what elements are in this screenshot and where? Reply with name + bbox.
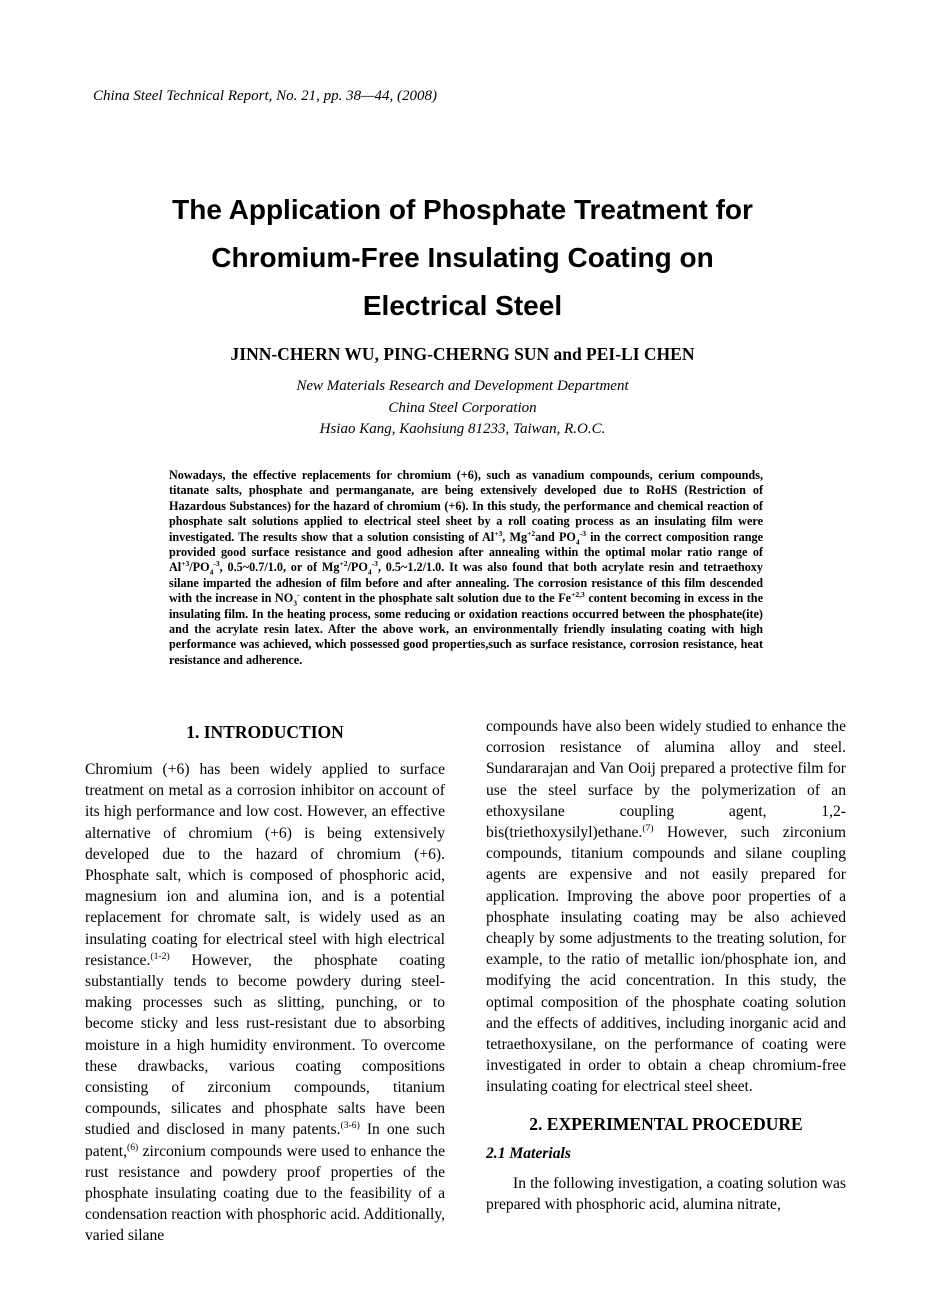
authors-line: JINN-CHERN WU, PING-CHERNG SUN and PEI-LI CHEN [230,344,695,364]
subsection-heading-materials: 2.1 Materials [486,1144,571,1162]
affiliation-block [0,376,925,441]
paper-title-line-1: The Application of Phosphate Treatment for [172,194,753,225]
left-column [85,716,445,1247]
section-heading-introduction: 1. INTRODUCTION [186,722,344,742]
materials-paragraph: In the following investigation, a coating solution was prepared with phosphoric acid, alumina nitrate, [486,1174,846,1213]
paper-title-line-3: Electrical Steel [362,290,563,321]
abstract-paragraph: Nowadays, the effective replacements for chromium (+6), such as vanadium compounds, cerium compounds, titanate salts, phosphate and permanganate, are being extensively developed due to RoHS (Restriction of Hazardous Substances) for the hazard of chromium (+6). In this study, the performance and chemical reaction of phosphate salt solutions applied to electrical steel sheet by a roll coating process as an insulating film were investigated. The results show that a solution consisting of $Al^{+3}$, $Mg^{+2}and$ $PO_4^{-3}$ in the correct composition range provided good surface resistance and good adhesion after annealing within the optimal molar ratio range of $Al^{+3}/PO_4^{-3}$, 0.5~0.7/1.0, or of $Mg^{+2}/PO_4^{-3}$, 0.5~1.2/1.0. It was also found that both acrylate resin and tetraethoxy silane imparted the adhesion of film before and after annealing. The corrosion resistance of this film descended with the increase in $NO_3^-$ content in the phosphate salt solution due to the $Fe^{+2,3}$ content becoming in excess in the insulating film. In the heating process, some reducing or oxidation reactions occurred between the phosphate(ite) and the acrylate resin latex. After the above work, an environmentally friendly insulating coating with high performance was achieved, which possessed good properties,such as surface resistance, corrosion resistance, heat resistance and adherence. [169,468,763,667]
introduction-paragraph-continued: compounds have also been widely studied to enhance the corrosion resistance of alumina alloy and steel. Sundararajan and Van Ooij prepared a protective film for use the steel surface by the polymerization of an ethoxysilane coupling agent, 1,2-bis(triethoxysilyl)ethane.$^{(7)}$ However, such zirconium compounds, titanium compounds and silane coupling agents are expensive and not easily prepared for application. Improving the above poor properties of a phosphate insulating coating may be also achieved cheaply by some adjustments to the treating solution, for example, to the ratio of metallic ion/phosphate ion, and modifying the acid concentration. In this study, the optimal composition of the phosphate coating solution and the effects of additives, including inorganic acid and tetraethoxysilane, on the performance of coating were investigated in order to obtain a cheap chromium-free insulating coating for electrical steel sheet. [486,718,846,1096]
section-heading-experimental: 2. EXPERIMENTAL PROCEDURE [529,1113,803,1134]
right-column [486,716,846,1247]
paper-title [0,186,925,330]
affiliation-company: China Steel Corporation [388,399,537,416]
introduction-paragraph: Chromium (+6) has been widely applied to surface treatment on metal as a corrosion inhibitor on account of its high performance and low cost. However, an effective alternative of chromium (+6) is being extensively developed due to the hazard of chromium (+6). Phosphate salt, which is composed of phosphoric acid, magnesium ion and alumina ion, and is a potential replacement for chromate salt, is widely used as an insulating coating for electrical steel with high electrical resistance.$^{(1-2)}$ However, the phosphate coating substantially tends to become powdery during steel-making processes such as slitting, punching, or to become sticky and less rust-resistant due to absorbing moisture in a high humidity environment. To overcome these drawbacks, various coating compositions consisting of zirconium compounds, titanium compounds, silicates and phosphate salts have been studied and disclosed in many patents.$^{(3-6)}$ In one such patent,$^{(6)}$ zirconium compounds were used to enhance the rust resistance and powdery proof properties of the phosphate insulating coating due to the feasibility of a condensation reaction with phosphoric acid. Additionally, varied silane [85,761,445,1245]
two-column-body [85,716,847,1247]
affiliation-department: New Materials Research and Development Department [296,378,629,394]
affiliation-address: Hsiao Kang, Kaohsiung 81233, Taiwan, R.O.C. [319,421,606,437]
journal-header: China Steel Technical Report, No. 21, pp. 38—44, (2008) [93,88,438,104]
paper-title-line-2: Chromium-Free Insulating Coating on [211,242,714,273]
